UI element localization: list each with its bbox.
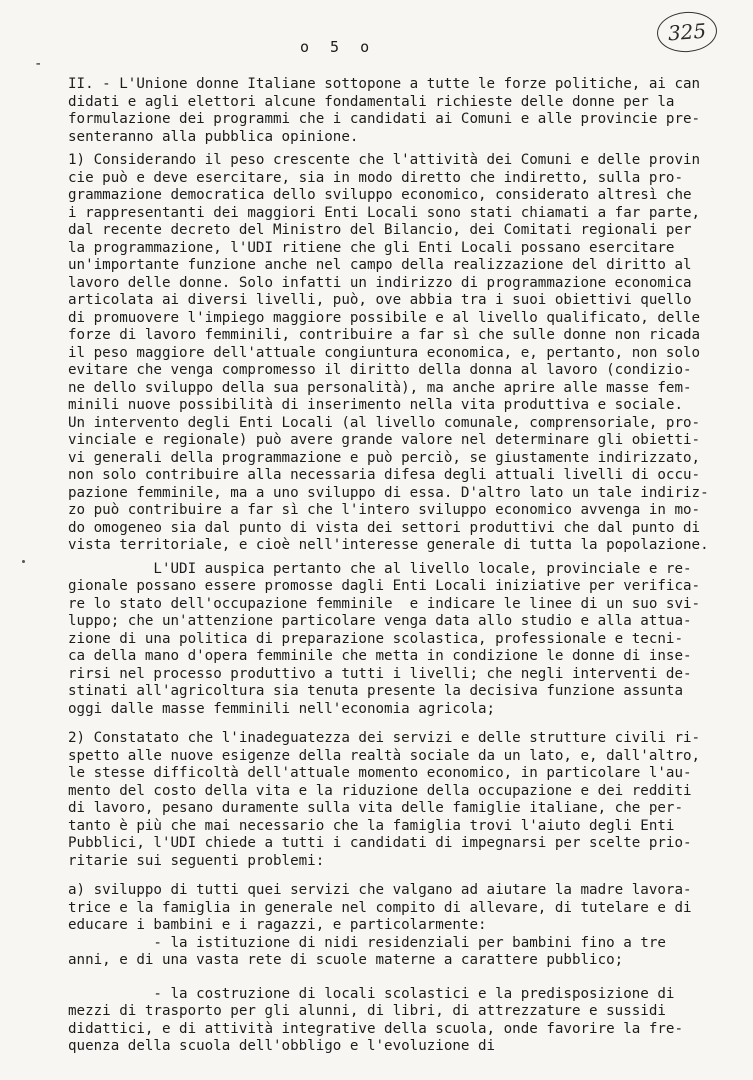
document-body xyxy=(68,76,738,1056)
text-line: gionale possano essere promosse dagli Enti Locali iniziative per verifica- xyxy=(68,578,701,594)
text-line: spetto alle nuove esigenze della realtà sociale da un lato, e, dall'altro, xyxy=(68,747,701,764)
text-line: senteranno alla pubblica opinione. xyxy=(68,128,359,145)
text-line: lavoro delle donne. Solo infatti un indirizzo di programmazione economica xyxy=(68,274,692,291)
text-line: ne dello sviluppo della sua personalità), ma anche aprire alle masse fem- xyxy=(68,379,692,396)
text-line: il peso maggiore dell'attuale congiuntura economica, e, pertanto, non solo xyxy=(68,344,701,361)
text-line: luppo; che un'attenzione particolare venga data allo studio e alla attua- xyxy=(68,613,692,629)
text-line: L'UDI auspica pertanto che al livello locale, provinciale e re- xyxy=(68,560,692,577)
text-line: articolata ai diversi livelli, può, ove abbia tra i suoi obiettivi quello xyxy=(68,292,692,308)
section-intro xyxy=(68,76,738,146)
text-line: evitare che venga compromesso il diritto della donna al lavoro (condizio- xyxy=(68,362,692,378)
section-point-2a-second xyxy=(68,986,738,1056)
text-line: Pubblici, l'UDI chiede a tutti i candidati di impegnarsi per scelte prio- xyxy=(68,835,692,851)
margin-dot xyxy=(22,560,25,563)
text-line: re lo stato dell'occupazione femminile e indicare le linee di un suo svi- xyxy=(68,595,701,612)
text-line: forze di lavoro femminili, contribuire a far sì che sulle donne non ricada xyxy=(68,327,701,343)
text-line: di promuovere l'impiego maggiore possibile e al livello qualificato, delle xyxy=(68,309,701,326)
text-line: zione di una politica di preparazione scolastica, professionale e tecni- xyxy=(68,630,683,647)
text-line: dal recente decreto del Ministro del Bilancio, dei Comitati regionali per xyxy=(68,222,692,238)
text-line: trice e la famiglia in generale nel compito di allevare, di tutelare e di xyxy=(68,899,692,916)
text-line: mezzi di trasporto per gli alunni, di libri, di attrezzature e sussidi xyxy=(68,1003,666,1019)
section-point-1 xyxy=(68,152,738,555)
text-line: Un intervento degli Enti Locali (al livello comunale, comprensoriale, pro- xyxy=(68,414,701,431)
section-point-1-continued xyxy=(68,561,738,719)
text-line: didati e agli elettori alcune fondamentali richieste delle donne per la xyxy=(68,93,675,110)
text-line: zo può contribuire a far sì che l'intero sviluppo economico avvenga in mo- xyxy=(68,502,701,518)
text-line: tanto è più che mai necessario che la famiglia trovi l'aiuto degli Enti xyxy=(68,817,675,834)
section-point-2 xyxy=(68,730,738,870)
text-line: - la istituzione di nidi residenziali per bambini fino a tre xyxy=(68,934,666,951)
text-line: 1) Considerando il peso crescente che l'attività dei Comuni e delle provin xyxy=(68,152,701,168)
text-line: II. - L'Unione donne Italiane sottopone a tutte le forze politiche, ai can xyxy=(68,76,701,92)
text-line: di lavoro, pesano duramente sulla vita delle famiglie italiane, che per- xyxy=(68,800,683,816)
text-line: educare i bambini e i ragazzi, e particolarmente: xyxy=(68,917,487,933)
text-line: vi generali della programmazione e può perciò, se giustamente indirizzato, xyxy=(68,449,701,466)
text-line: do omogeneo sia dal punto di vista dei settori produttivi che dal punto di xyxy=(68,519,701,536)
text-line: rirsi nel processo produttivo a tutti i livelli; che negli interventi de- xyxy=(68,665,692,682)
page-number: o 5 o xyxy=(300,38,376,56)
text-line: quenza della scuola dell'obbligo e l'evoluzione di xyxy=(68,1038,496,1054)
section-point-2a xyxy=(68,882,738,970)
text-line: anni, e di una vasta rete di scuole materne a carattere pubblico; xyxy=(68,952,624,968)
text-line: pazione femminile, ma a uno sviluppo di essa. D'altro lato un tale indiriz- xyxy=(68,484,709,501)
text-line: oggi dalle masse femminili nell'economia agricola; xyxy=(68,700,496,717)
text-line: mento del costo della vita e la riduzione della occupazione e dei redditi xyxy=(68,782,692,799)
text-line: - la costruzione di locali scolastici e la predisposizione di xyxy=(68,985,675,1002)
text-line: a) sviluppo di tutti quei servizi che valgano ad aiutare la madre lavora- xyxy=(68,882,692,898)
text-line: i rappresentanti dei maggiori Enti Locali sono stati chiamati a far parte, xyxy=(68,204,701,221)
text-line: grammazione democratica dello sviluppo economico, considerato altresì che xyxy=(68,187,692,203)
text-line: vista territoriale, e cioè nell'interesse generale di tutta la popolazione. xyxy=(68,537,709,553)
text-line: minili nuove possibilità di inserimento nella vita produttiva e sociale. xyxy=(68,397,683,413)
text-line: vinciale e regionale) può avere grande valore nel determinare gli obietti- xyxy=(68,432,701,448)
text-line: le stesse difficoltà dell'attuale momento economico, in particolare l'au- xyxy=(68,765,692,781)
text-line: cie può e deve esercitare, sia in modo diretto che indiretto, sulla pro- xyxy=(68,169,683,186)
margin-mark: - xyxy=(34,56,43,72)
text-line: stinati all'agricoltura sia tenuta presente la decisiva funzione assunta xyxy=(68,683,683,699)
archive-number-stamp: 325 xyxy=(656,10,719,54)
text-line: un'importante funzione anche nel campo della realizzazione del diritto al xyxy=(68,257,692,273)
text-line: formulazione dei programmi che i candidati ai Comuni e alle provincie pre- xyxy=(68,111,701,127)
text-line: non solo contribuire alla necessaria difesa degli attuali livelli di occu- xyxy=(68,467,701,483)
text-line: didattici, e di attività integrative della scuola, onde favorire la fre- xyxy=(68,1020,683,1037)
text-line: la programmazione, l'UDI ritiene che gli Enti Locali possano esercitare xyxy=(68,239,675,256)
text-line: 2) Constatato che l'inadeguatezza dei servizi e delle strutture civili ri- xyxy=(68,730,701,746)
text-line: ritarie sui seguenti problemi: xyxy=(68,852,325,869)
text-line: ca della mano d'opera femminile che metta in condizione le donne di inse- xyxy=(68,648,692,664)
